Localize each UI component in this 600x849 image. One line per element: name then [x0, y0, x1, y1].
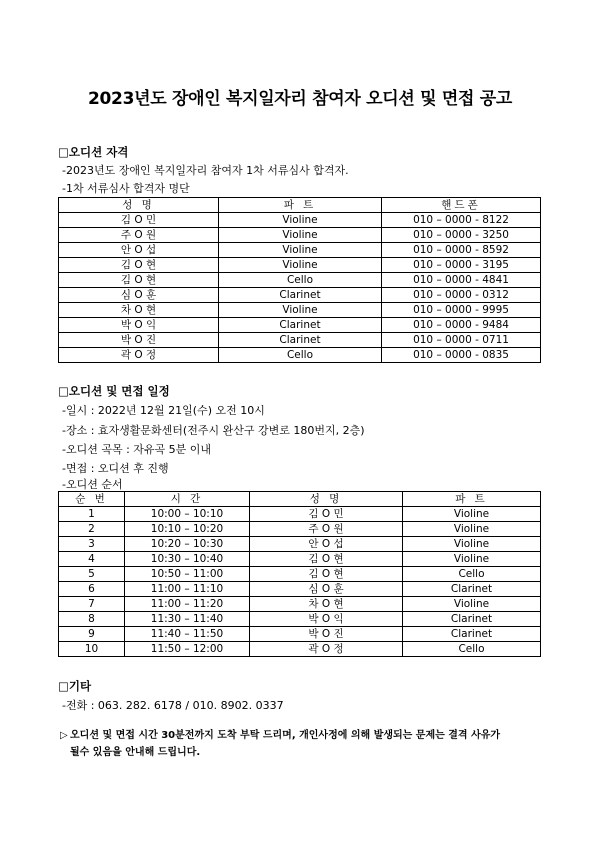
table-row [59, 642, 541, 657]
table-cell: 10:10 – 10:20 [125, 522, 250, 537]
table-cell: 7 [59, 597, 125, 612]
table-cell: 010 – 0000 - 9484 [382, 318, 541, 333]
page-title: 2023년도 장애인 복지일자리 참여자 오디션 및 면접 공고 [87, 89, 512, 109]
table-cell: 5 [59, 567, 125, 582]
table-row [59, 273, 541, 288]
table-cell: 6 [59, 582, 125, 597]
table-cell: Violine [403, 537, 541, 552]
table-row [59, 213, 541, 228]
notice-text: 오디션 및 면접 시간 30분전까지 도착 부탁 드리며, 개인사정에 의해 발생되는 문제는 결격 사유가 [70, 730, 501, 741]
schedule-line: -오디션 곡목 : 자유곡 5분 이내 [62, 443, 212, 456]
table-cell: Clarinet [219, 318, 382, 333]
table-cell: 11:50 – 12:00 [125, 642, 250, 657]
table-cell: Cello [219, 273, 382, 288]
table-cell: 10:50 – 11:00 [125, 567, 250, 582]
column-header: 순 번 [59, 492, 125, 507]
table-cell: 김 O 민 [59, 213, 219, 228]
table-cell: 010 – 0000 - 3195 [382, 258, 541, 273]
table-cell: 박 O 진 [250, 627, 403, 642]
qualification-line: -1차 서류심사 합격자 명단 [62, 182, 190, 195]
table-cell: 10:00 – 10:10 [125, 507, 250, 522]
table-cell: 010 – 0000 - 9995 [382, 303, 541, 318]
table-cell: 심 O 훈 [59, 288, 219, 303]
table-row [59, 582, 541, 597]
section-heading-other: □기타 [58, 679, 92, 693]
table-cell: 10 [59, 642, 125, 657]
table-row [59, 567, 541, 582]
applicant-table [58, 197, 541, 363]
table-header-row [59, 198, 541, 213]
notice [60, 727, 540, 761]
table-cell: 8 [59, 612, 125, 627]
table-cell: 김 O 현 [250, 567, 403, 582]
table-cell: Cello [403, 642, 541, 657]
table-cell: Clarinet [219, 333, 382, 348]
table-cell: 김 O 현 [59, 273, 219, 288]
schedule-line: -오디션 순서 [62, 478, 123, 491]
schedule-line: -장소 : 효자생활문화센터(전주시 완산구 강변로 180번지, 2층) [62, 424, 365, 437]
column-header: 핸드폰 [382, 198, 541, 213]
section-heading-qualification: □오디션 자격 [58, 145, 129, 159]
table-cell: Violine [403, 522, 541, 537]
triangle-bullet-icon: ▷ [60, 730, 68, 741]
table-cell: Violine [219, 258, 382, 273]
table-cell: Violine [219, 303, 382, 318]
table-cell: 010 – 0000 - 0312 [382, 288, 541, 303]
table-cell: 안 O 섭 [250, 537, 403, 552]
table-cell: Clarinet [403, 582, 541, 597]
schedule-table [58, 491, 541, 657]
column-header: 파 트 [219, 198, 382, 213]
table-cell: 3 [59, 537, 125, 552]
table-cell: Violine [403, 597, 541, 612]
table-cell: 4 [59, 552, 125, 567]
table-cell: Violine [219, 243, 382, 258]
table-row [59, 507, 541, 522]
table-cell: 10:20 – 10:30 [125, 537, 250, 552]
table-cell: 11:00 – 11:20 [125, 597, 250, 612]
table-cell: 차 O 현 [59, 303, 219, 318]
schedule-line: -면접 : 오디션 후 진행 [62, 462, 169, 475]
table-row [59, 522, 541, 537]
table-cell: 11:30 – 11:40 [125, 612, 250, 627]
table-cell: 11:40 – 11:50 [125, 627, 250, 642]
table-cell: 주 O 원 [250, 522, 403, 537]
table-cell: 010 – 0000 - 4841 [382, 273, 541, 288]
column-header: 파 트 [403, 492, 541, 507]
table-cell: Cello [403, 567, 541, 582]
table-cell: 2 [59, 522, 125, 537]
table-row [59, 288, 541, 303]
table-row [59, 318, 541, 333]
column-header: 시 간 [125, 492, 250, 507]
table-row [59, 243, 541, 258]
table-cell: Cello [219, 348, 382, 363]
table-row [59, 333, 541, 348]
table-cell: Violine [403, 507, 541, 522]
table-cell: 곽 O 정 [59, 348, 219, 363]
table-cell: 김 O 현 [250, 552, 403, 567]
table-row [59, 552, 541, 567]
table-cell: Clarinet [403, 627, 541, 642]
table-cell: 010 – 0000 - 8592 [382, 243, 541, 258]
table-cell: 11:00 – 11:10 [125, 582, 250, 597]
table-cell: 010 – 0000 - 0711 [382, 333, 541, 348]
table-row [59, 627, 541, 642]
table-cell: 박 O 진 [59, 333, 219, 348]
table-cell: Violine [219, 228, 382, 243]
column-header: 성 명 [250, 492, 403, 507]
table-cell: 10:30 – 10:40 [125, 552, 250, 567]
table-cell: 곽 O 정 [250, 642, 403, 657]
table-cell: 안 O 섭 [59, 243, 219, 258]
table-cell: 010 – 0000 - 0835 [382, 348, 541, 363]
table-header-row [59, 492, 541, 507]
table-cell: 박 O 익 [59, 318, 219, 333]
table-cell: Clarinet [219, 288, 382, 303]
table-row [59, 597, 541, 612]
table-cell: 주 O 원 [59, 228, 219, 243]
table-cell: 박 O 익 [250, 612, 403, 627]
table-cell: 심 O 훈 [250, 582, 403, 597]
table-cell: 010 – 0000 - 8122 [382, 213, 541, 228]
table-row [59, 303, 541, 318]
notice-text: 될수 있음을 안내해 드립니다. [70, 747, 201, 758]
schedule-line: -일시 : 2022년 12월 21일(수) 오전 10시 [62, 404, 265, 417]
table-row [59, 348, 541, 363]
table-cell: 9 [59, 627, 125, 642]
table-cell: 김 O 현 [59, 258, 219, 273]
table-cell: 차 O 현 [250, 597, 403, 612]
section-heading-schedule: □오디션 및 면접 일정 [58, 384, 170, 398]
table-cell: Clarinet [403, 612, 541, 627]
table-cell: 김 O 민 [250, 507, 403, 522]
column-header: 성 명 [59, 198, 219, 213]
table-row [59, 537, 541, 552]
table-cell: Violine [403, 552, 541, 567]
table-cell: 1 [59, 507, 125, 522]
table-cell: Violine [219, 213, 382, 228]
contact-line: -전화 : 063. 282. 6178 / 010. 8902. 0337 [62, 699, 284, 712]
table-row [59, 258, 541, 273]
table-row [59, 228, 541, 243]
table-cell: 010 – 0000 - 3250 [382, 228, 541, 243]
table-row [59, 612, 541, 627]
qualification-line: -2023년도 장애인 복지일자리 참여자 1차 서류심사 합격자. [62, 164, 349, 177]
